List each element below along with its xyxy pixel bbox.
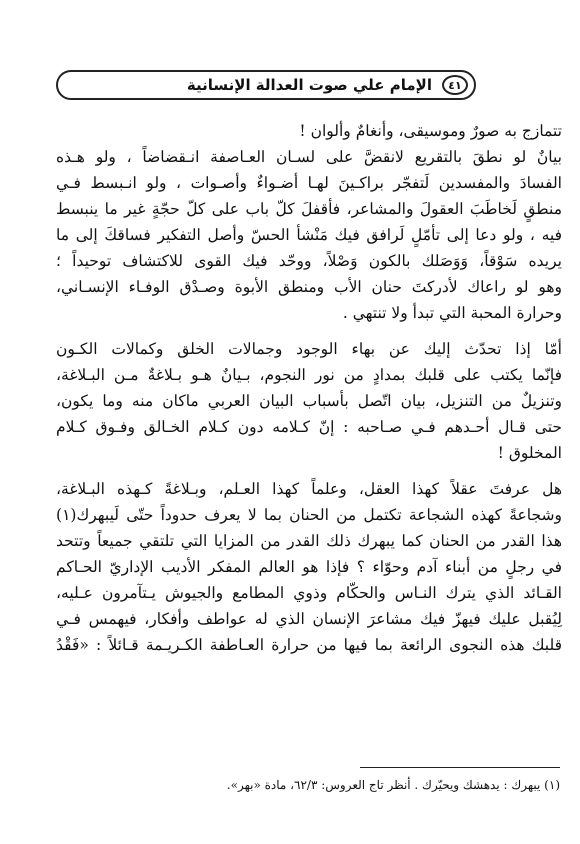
text-line: فإنّما يكتب على قلبك بمدادٍ من نور النجوم، بـيانٌ هـو بـلاغةٌ مـن البـلاغة،	[56, 366, 562, 384]
text-line: في رجلٍ من أبناء آدم وحوّاء ؟ فإذا هو العالم المفكر الأديب الإداريّ الحـاكم	[56, 558, 562, 576]
text-line: منطقٍ لَخاطَبَ العقولَ والمشاعر، فأقفلَ كلّ باب على كلّ حجّةٍ غير ما ينبسط	[56, 200, 562, 218]
body-text	[56, 118, 562, 658]
paragraph	[56, 336, 562, 466]
text-line: وهو لو راعاك لأدركتَ حنان الأب ومنطق الأبوة وصـدْق الوفـاء الإنسـاني،	[56, 278, 562, 296]
text-line: فيه ، ولو دعا إلى تأمّلٍ لَرافق فيك مَنْشأ الحسّ وأصل التفكير فساقكَ إلى ما	[56, 226, 562, 244]
text-line: قلبك هذه النجوى الرائعة بما فيها من حرارة العـاطفة الكـريـمة قـائلاً : «فَقْدُ	[56, 636, 562, 654]
paragraph	[56, 476, 562, 658]
text-line: القـائد الذي يترك النـاس والحكّام وذوي المطامع والجيوش يـتآمرون عـليه،	[56, 584, 562, 602]
text-line: تتمازج به صورٌ وموسيقى، وأنغامٌ وألوان !	[299, 122, 562, 140]
text-line: يريده سَوْقاً، وَوَصَلك بالكون وَصْلاً، ووحّد فيك القوى للاكتشاف توحيداً ؛	[56, 252, 562, 270]
text-line: أمّا إذا تحدّث إليك عن بهاء الوجود وجمالات الخلق وكمالات الكـون	[56, 340, 562, 358]
text-line: لِيُقبل عليك فيهزّ فيك مشاعرَ الإنسان الذي له عواطف وأفكار، فيهمس فـي	[56, 610, 562, 628]
text-line: وشجاعةً كهذه الشجاعة تكتمل من الحنان بما لا يعرف حدوداً حتّى لَيبهرك(١)	[56, 506, 562, 524]
text-line: وتنزيلٌ من التنزيل، بيان اتّصل بأسباب البيان العربي ماكان منه وما يكون،	[56, 392, 562, 410]
text-line: بيانٌ لو نطقَ بالتقريع لانقضَّ على لسـان العـاصفة انـقضاضاً ، ولو هـذه	[56, 148, 562, 166]
footnote: (١) يبهرك : يدهشك ويحيّرك . أنظر تاج العروس: ٦٢/٣، مادة «بهر».	[226, 778, 560, 792]
page-number: ٤١	[448, 78, 462, 92]
text-line: الفسادَ والمفسدين لَتفجّر براكـينَ لهـا أضـواءٌ وأصـوات ، ولو انـبسط فـي	[56, 174, 562, 192]
running-header-title: الإمام علي صوت العدالة الإنسانية	[186, 76, 432, 94]
text-line: هل عرفتَ عقلاً كهذا العقل، وعلماً كهذا العـلم، وبـلاغةً كـهذه البـلاغة،	[56, 480, 562, 498]
running-header	[56, 70, 476, 100]
page-number-badge	[442, 75, 468, 95]
footnote-divider	[360, 767, 560, 768]
text-line: وحرارة المحبة التي تبدأ ولا تنتهي .	[342, 304, 562, 322]
text-line: حتى قـال أحـدهم فـي صـاحبه : إنّ كـلامه دون كـلام الخـالق وفـوق كـلام	[56, 418, 562, 436]
text-line: هذا القدر من الحنان كما يبهرك ذلك القدر من المزايا التي تلتقي جميعاً وتتحد	[56, 532, 562, 550]
text-line: المخلوق !	[497, 444, 562, 462]
paragraph	[56, 118, 562, 326]
